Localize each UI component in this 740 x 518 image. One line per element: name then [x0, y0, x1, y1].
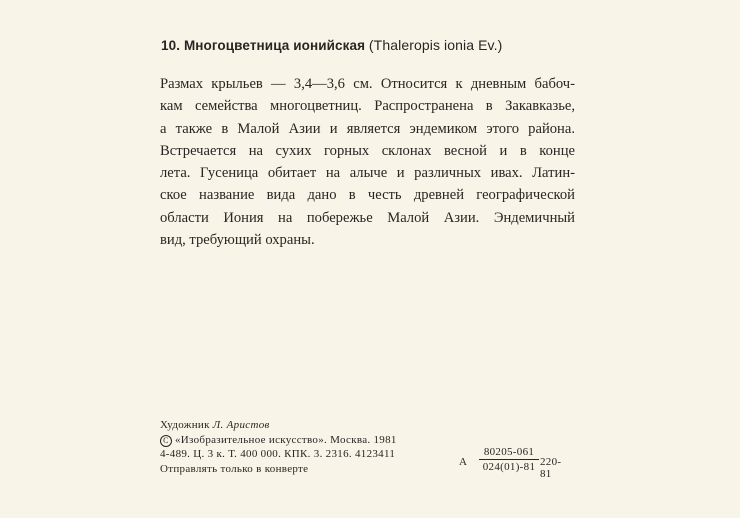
copyright-icon: C: [160, 435, 172, 447]
index-denominator: 024(01)-81: [482, 461, 536, 473]
index-numerator: 80205-061: [479, 446, 539, 460]
species-title: [161, 37, 502, 55]
description-line: вид, требующий охраны.: [160, 232, 315, 249]
description-line: лета. Гусеница обитает на алыче и различных ивах. Латин-: [160, 165, 575, 182]
artist-credit: [160, 418, 397, 433]
description-line: а также в Малой Азии и является эндемиком этого района.: [160, 120, 575, 137]
publisher-line: [160, 433, 397, 448]
mailing-note: Отправлять только в конверте: [160, 462, 309, 475]
price-code: 220-81: [540, 456, 562, 480]
index-fraction: [479, 446, 539, 473]
imprint: [160, 418, 397, 476]
species-number: 10.: [161, 38, 181, 53]
description-line: Встречается на сухих горных склонах весной и в конце: [160, 142, 575, 159]
description-line: Размах крыльев — 3,4—3,6 см. Относится к дневным бабоч-: [160, 76, 575, 92]
description-line: области Иония на побережье Малой Азии. Эндемичный: [160, 209, 575, 226]
species-name-ru: Многоцветница ионийская: [183, 38, 366, 53]
index-letter: А: [459, 456, 468, 468]
species-name-latin: (Thaleropis ionia Ev.): [368, 37, 503, 53]
publisher-name: «Изобразительное искусство». Москва. 1981: [175, 433, 397, 446]
artist-name: Л. Аристов: [212, 419, 270, 431]
print-info: 4-489. Ц. 3 к. Т. 400 000. КПК. 3. 2316. 4123411: [160, 448, 396, 460]
description-line: ское название вида дано в честь древней географической: [160, 187, 575, 204]
species-description: [160, 73, 575, 251]
description-line: кам семейства многоцветниц. Распространена в Закавказье,: [160, 98, 575, 115]
artist-label: Художник: [160, 419, 210, 431]
